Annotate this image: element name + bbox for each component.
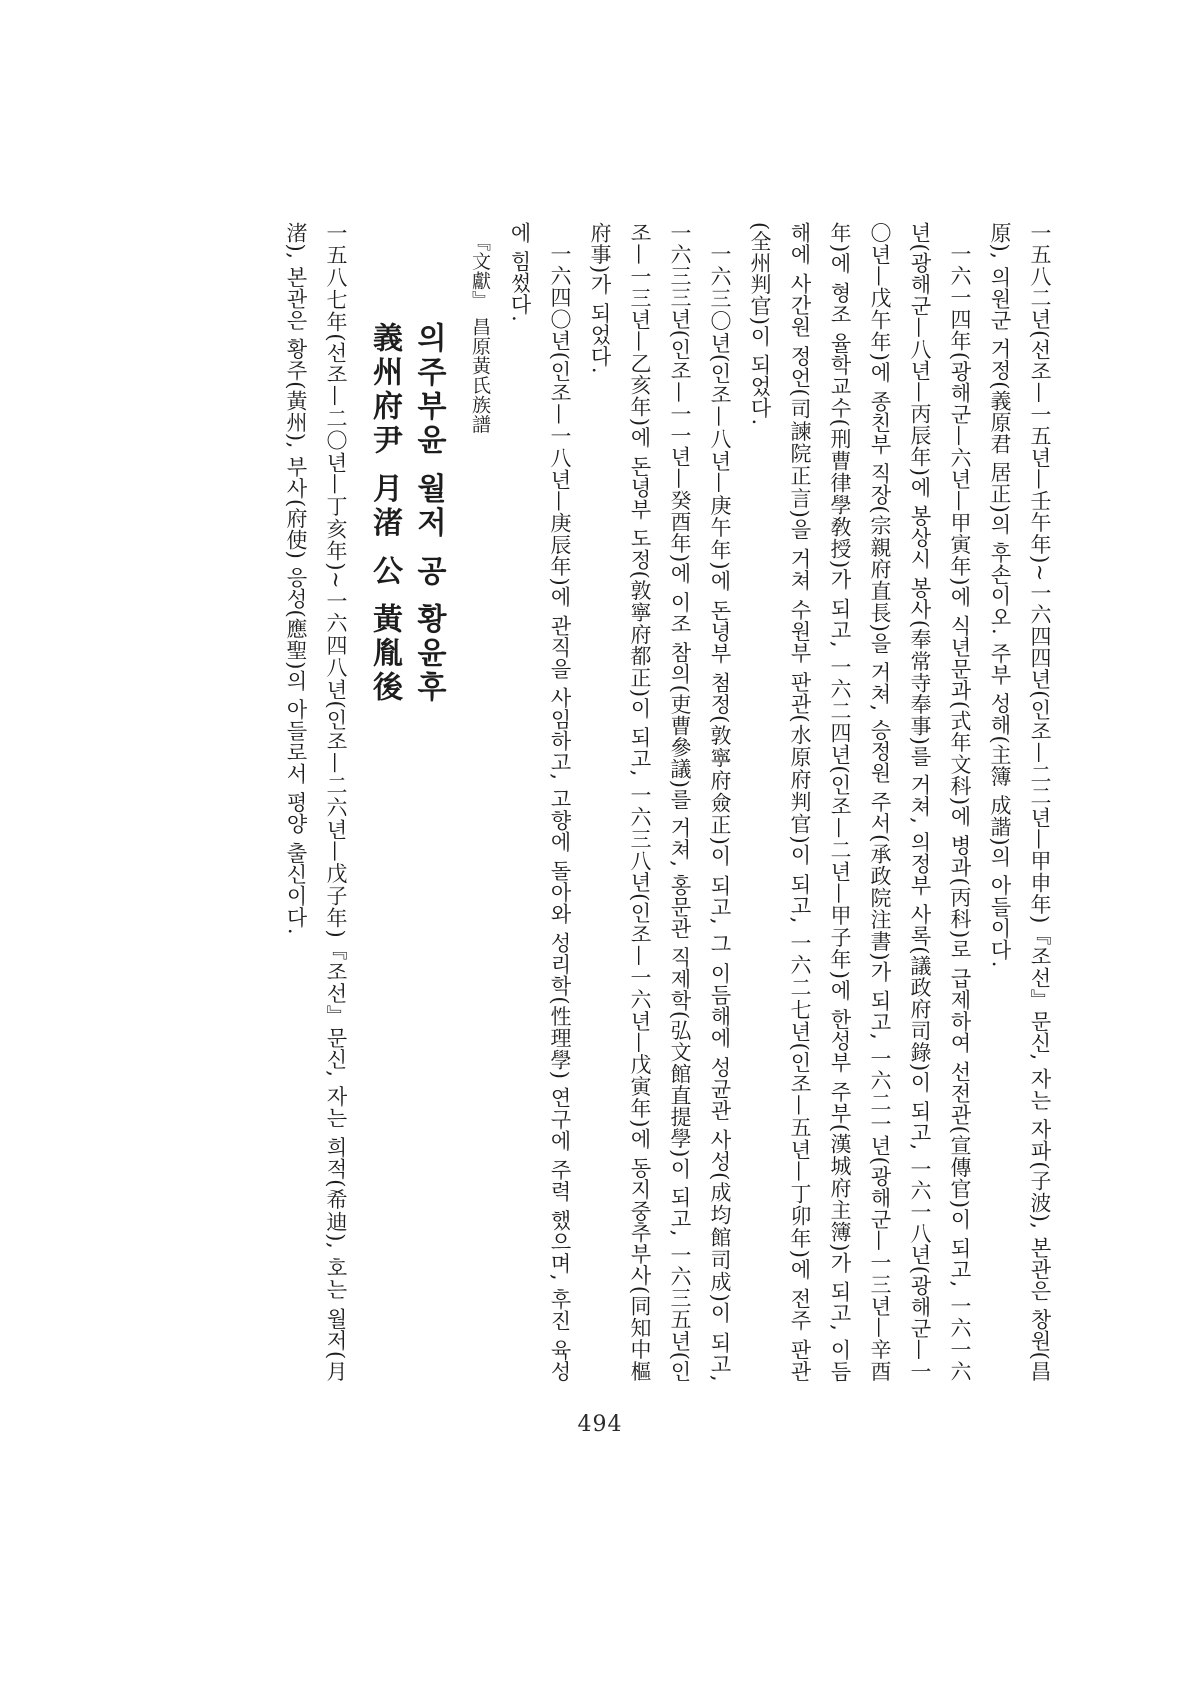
heading-korean: 의주부윤 월저 공 황윤후 bbox=[411, 322, 446, 706]
source-citation: 『文獻』 昌原黃氏族譜 bbox=[469, 232, 491, 434]
entry-hwang-yunhu bbox=[276, 222, 356, 1382]
entry2-paragraph-1: 一五八七年(선조—二〇년—丁亥年)~一六四八년(인조—二六년—戊子年)『조선』문신, 자는 희적(希迪), 호는 월저(月渚), 본관은 황주(黃州), 부사(府使) 응성(應聖)의 아들로서 평양 출신이다. bbox=[284, 222, 348, 1382]
entry-hwang-biography-1 bbox=[460, 222, 1060, 1382]
page-number: 494 bbox=[577, 1412, 623, 1437]
entry1-paragraph-4: 一六四〇년(인조—一八년—庚辰年)에 관직을 사임하고, 고향에 돌아와 성리학(性理學) 연구에 주력 했으며, 후진 육성에 힘썼다. bbox=[508, 222, 572, 1382]
entry1-paragraph-1: 一五八二년(선조—一五년—壬午年)~一六四四년(인조—二二년—甲申年)『조선』문신, 자는 자파(子波), 본관은 창원(昌原), 의원군 거정(義原君 居正)의 후손이오. 주부 성해(主簿 成諧)의 아들이다. bbox=[988, 222, 1052, 1382]
vertical-text-block bbox=[140, 222, 1060, 1382]
entry1-paragraph-3: 一六三〇년(인조—八년—庚午年)에 돈녕부 첨정(敦寧府僉正)이 되고, 그 이듬해에 성균관 사성(成均館司成)이 되고, 一六三三년(인조—一一년—癸酉年)에 이조 참의(吏曹參議)를 거쳐, 홍문관 직제학(弘文館直提學)이 되고, 一六三五년(인조—一三년—乙亥年)에 돈녕부 도정(敦寧府都正)이 되고, 一六三八년(인조—一六년—戊寅年)에 동지중추부사(同知中樞府事)가 되었다. bbox=[588, 222, 732, 1382]
heading-hanja: 義州府尹 月渚 公 黃胤後 bbox=[367, 322, 402, 706]
entry1-paragraph-2: 一六一四年(광해군—六년—甲寅年)에 식년문과(式年文科)에 병과(丙科)로 급제하여 선전관(宣傳官)이 되고, 一六一六년(광해군—八년—丙辰年)에 봉상시 봉사(奉常寺奉事)를 거쳐, 의정부 사록(議政府司錄)이 되고, 一六一八년(광해군—一〇년—戊午年)에 종친부 직장(宗親府直長)을 거쳐, 승정원 주서(承政院注書)가 되고, 一六二一년(광해군—一三년—辛酉年)에 형조 율학교수(刑曹律學敎授)가 되고, 一六二四년(인조—二년—甲子年)에 한성부 주부(漢城府主簿)가 되고, 이듬해에 사간원 정언(司諫院正言)을 거쳐 수원부 판관(水原府判官)이 되고, 一六二七년(인조—五년—丁卯年)에 전주 판관(全州判官)이 되었다. bbox=[748, 222, 972, 1382]
section-heading bbox=[356, 222, 460, 1382]
